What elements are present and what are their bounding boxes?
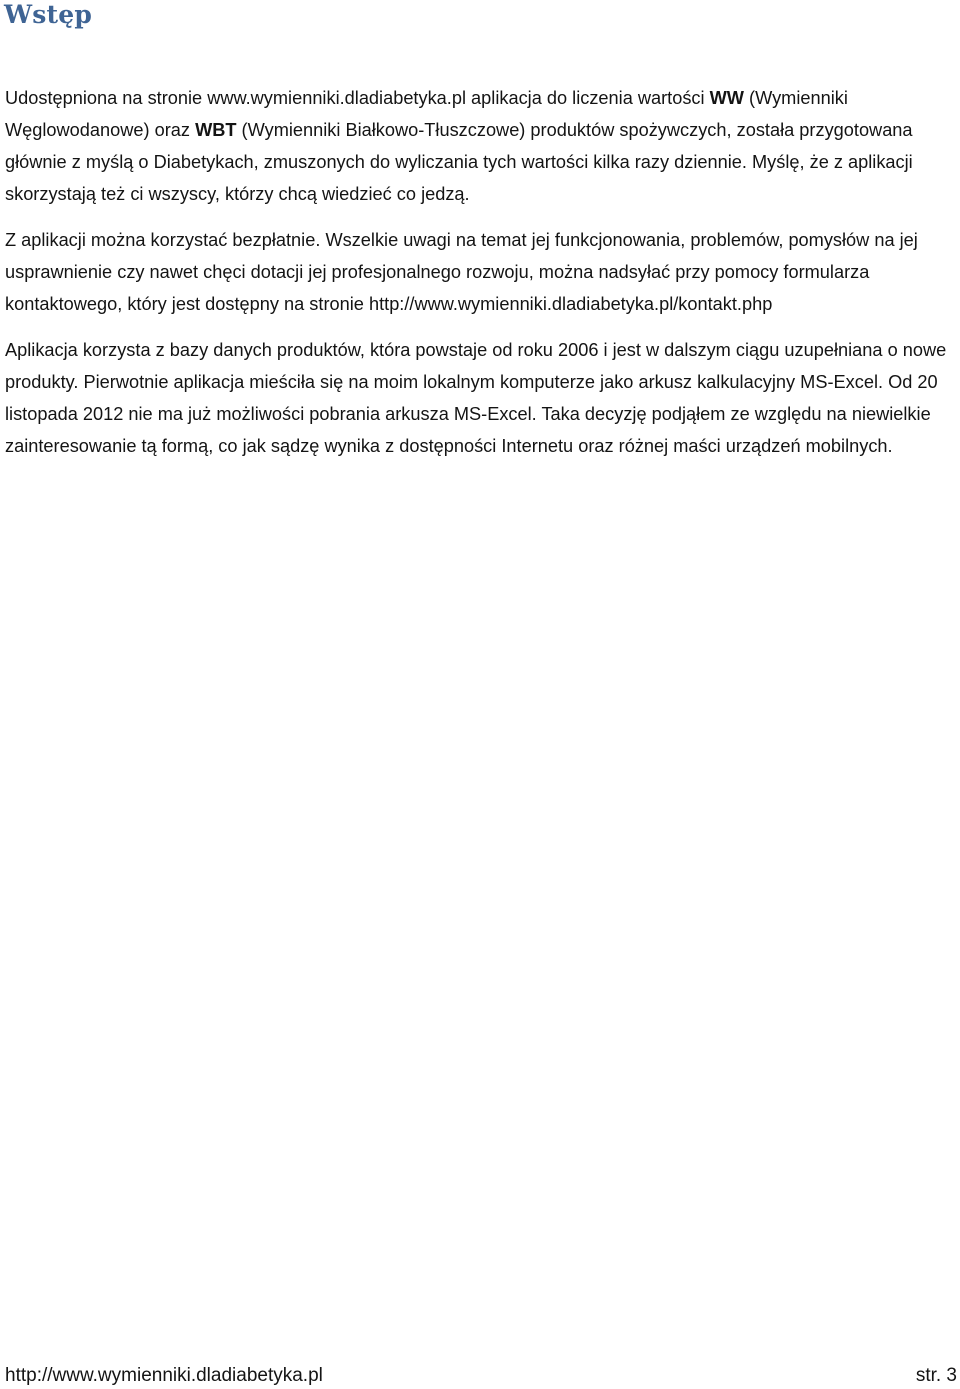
paragraph-intro-text-2: (Wymienniki Węglowodanowe) oraz [5, 88, 848, 140]
page-number: str. 3 [915, 1365, 957, 1386]
page-title: Wstęp [4, 0, 93, 29]
paragraph-usage [5, 224, 957, 320]
contact-link[interactable]: http://www.wymienniki.dladiabetyka.pl/kontakt.php [368, 294, 773, 314]
paragraph-history-text: Aplikacja korzysta z bazy danych produktów, która powstaje od roku 2006 i jest w dalszym ciągu uzupełniana o nowe produkty. Pierwotnie aplikacja mieściła się na moim lokalnym komputerze jako arkusz kalkulacyjny MS-Excel. Od 20 listopada 2012 nie ma już możliwości pobrania arkusza MS-Excel. Taka decyzję podjąłem ze względu na niewielkie zainteresowanie tą formą, co jak sądzę wynika z dostępności Internetu oraz różnej maści urządzeń mobilnych. [5, 340, 947, 456]
footer-url: http://www.wymienniki.dladiabetyka.pl [5, 1365, 323, 1386]
paragraph-intro [5, 82, 957, 210]
page-footer [5, 1363, 957, 1389]
paragraph-intro-text-1: Udostępniona na stronie www.wymienniki.dladiabetyka.pl aplikacja do liczenia wartości [5, 88, 710, 108]
ww-term: WW [709, 88, 744, 108]
paragraph-intro-text-3: (Wymienniki Białkowo-Tłuszczowe) produktów spożywczych, została przygotowana głównie z myślą o Diabetykach, zmuszonych do wyliczania tych wartości kilka razy dziennie. Myślę, że z aplikacji skorzystają też ci wszyscy, którzy chcą wiedzieć co jedzą. [5, 120, 913, 204]
wbt-term: WBT [195, 120, 237, 140]
paragraph-history [5, 334, 957, 462]
paragraph-usage-text: Z aplikacji można korzystać bezpłatnie. Wszelkie uwagi na temat jej funkcjonowania, problemów, pomysłów na jej usprawnienie czy nawet chęci dotacji jej profesjonalnego rozwoju, można nadsyłać przy pomocy formularza kontaktowego, który jest dostępny na stronie [5, 230, 918, 314]
document-body [5, 82, 957, 462]
